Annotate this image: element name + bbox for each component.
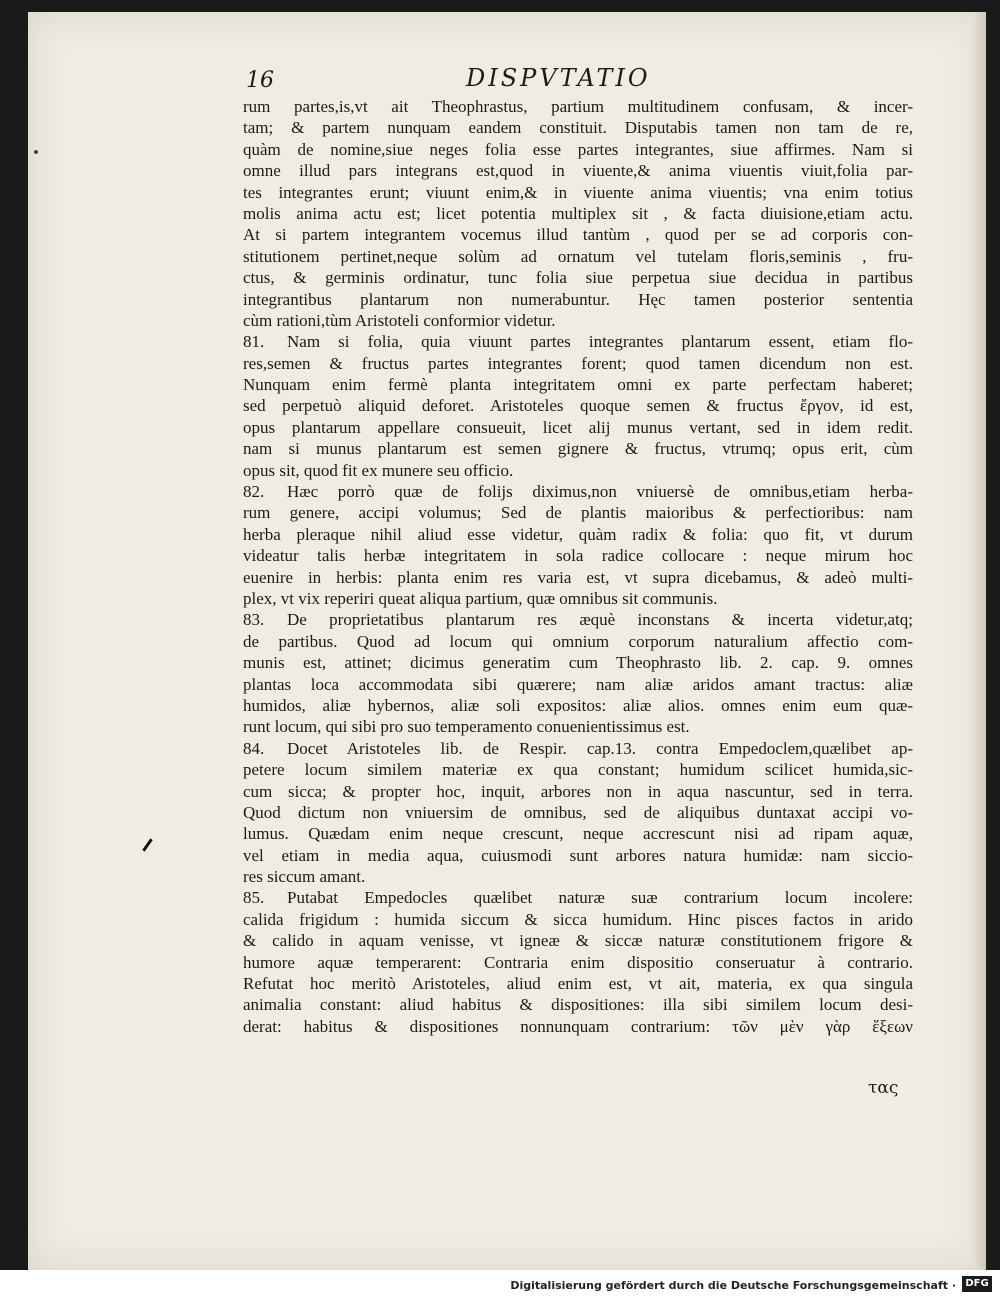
text-line: res,semen & fructus partes integrantes forent; quod tamen dicendum non est.	[243, 353, 913, 373]
paragraph-84	[243, 738, 913, 888]
text-line: ctus, & germinis ordinatur, tunc folia siue perpetua siue decidua in partibus	[243, 268, 913, 288]
text-line: cum sicca; & propter hoc, inquit, arbores non in aqua nascuntur, sed in terra.	[243, 781, 913, 801]
text-line: res siccum amant.	[243, 867, 366, 887]
text-line: opus plantarum appellare consueuit, licet alij munus vertant, sed in idem redit.	[243, 417, 913, 437]
text-line-content: Hæc porrò quæ de folijs diximus,non vniuersè de omnibus,etiam herba-	[287, 482, 913, 502]
text-line: stitutionem pertinet,neque solùm ad ornatum vel tutelam floris,seminis , fru-	[243, 246, 913, 266]
paragraph-number: 85.	[243, 888, 265, 908]
text-line: rum genere, accipi volumus; Sed de plantis maioribus & perfectioribus: nam	[243, 503, 913, 523]
text-line: calida frigidum : humida siccum & sicca humidum. Hinc pisces factos in arido	[243, 909, 913, 929]
paragraph-number: 83.	[243, 610, 265, 630]
dfg-logo-icon: DFG	[962, 1276, 992, 1292]
opening-paragraph	[243, 96, 913, 331]
text-line: vel etiam in media aqua, cuiusmodi sunt arbores natura humidæ: nam siccio-	[243, 845, 913, 865]
text-line	[243, 738, 913, 759]
text-line	[243, 609, 913, 630]
paragraph-81	[243, 331, 913, 481]
paragraph-number: 82.	[243, 482, 265, 502]
text-line: & calido in aquam venisse, vt igneæ & siccæ naturæ constitutionem frigore &	[243, 931, 913, 951]
text-line: petere locum similem materiæ ex qua constant; humidum scilicet humida,sic-	[243, 760, 913, 780]
paragraph-number: 81.	[243, 332, 265, 352]
text-line: herba pleraque nihil aliud esse videtur, quàm radix & folia: quo fit, vt durum	[243, 524, 913, 544]
text-line-content: De proprietatibus plantarum res æquè inconstans & incerta videtur,atq;	[287, 610, 913, 630]
text-line: tam; & partem nunquam eandem constituit. Disputabis tamen non tam de re,	[243, 118, 913, 138]
text-line: integrantibus plantarum non numerabuntur. Hęc tamen posterior sententia	[243, 289, 913, 309]
text-line: humore aquæ temperarent: Contraria enim dispositio conseruatur à contrario.	[243, 952, 913, 972]
page-body	[243, 96, 913, 1037]
text-line: sed perpetuò aliquid deforet. Aristoteles quoque semen & fructus ἔργον, id est,	[243, 396, 913, 416]
text-line-content: Nam si folia, quia viuunt partes integrantes plantarum essent, etiam flo-	[287, 332, 913, 352]
text-line: humidos, aliæ hybernos, aliæ soli expositos: aliæ alios. omnes enim eum quæ-	[243, 695, 913, 715]
text-line: runt locum, qui sibi pro suo temperamento conuenientissimus est.	[243, 717, 690, 737]
text-line: Quod dictum non vniuersim de omnibus, sed de aliquibus duntaxat accipi vo-	[243, 802, 913, 822]
text-line: tes integrantes erunt; viuunt enim,& in viuente anima viuentis; vna enim totius	[243, 182, 913, 202]
text-line: lumus. Quædam enim neque crescunt, neque accrescunt nisi ad ripam aquæ,	[243, 824, 913, 844]
text-line: At si partem integrantem vocemus illud tantùm , quod per se ad corporis con-	[243, 225, 913, 245]
text-line: munis est, attinet; dicimus generatim cum Theophrasto lib. 2. cap. 9. omnes	[243, 653, 913, 673]
ink-speck	[34, 150, 38, 154]
text-line: cùm rationi,tùm Aristoteli conformior videtur.	[243, 310, 556, 330]
catchword: τας	[868, 1078, 899, 1098]
paragraph-83	[243, 609, 913, 737]
text-line	[243, 331, 913, 352]
text-line	[243, 481, 913, 502]
text-line: plantas loca accommodata sibi quærere; nam aliæ aridos amant tractus: aliæ	[243, 674, 913, 694]
text-line: videatur talis herbæ integritatem in sola radice collocare : neque mirum hoc	[243, 546, 913, 566]
text-line: molis anima actu est; licet potentia multiplex sit , & facta diuisione,etiam actu.	[243, 203, 913, 223]
paragraph-number: 84.	[243, 738, 265, 758]
text-line: rum partes,is,vt ait Theophrastus, partium multitudinem confusam, & incer-	[243, 97, 913, 116]
text-line: euenire in herbis: planta enim res varia est, vt supra dicebamus, & adeò multi-	[243, 567, 913, 587]
text-line: Refutat hoc meritò Aristoteles, aliud enim est, vt ait, materia, ex qua singula	[243, 974, 913, 994]
digitization-footer	[0, 1270, 1000, 1301]
paragraph-85	[243, 887, 913, 1037]
text-line-content: Putabat Empedocles quælibet naturæ suæ contrarium locum incolere:	[287, 888, 913, 908]
text-line: omne illud pars integrans est,quod in viuente,& anima viuentis viuit,folia par-	[243, 161, 913, 181]
paragraph-82	[243, 481, 913, 609]
text-line: quàm de nomine,siue neges folia esse partes integrantes, siue affirmes. Nam si	[243, 139, 913, 159]
text-line: nam si munus plantarum est semen gignere & fructus, vtrumq; opus erit, cùm	[243, 439, 913, 459]
text-line: Nunquam enim fermè planta integritatem omni ex parte perfectam haberet;	[243, 375, 913, 395]
text-line: opus sit, quod fit ex munere seu officio.	[243, 460, 514, 480]
funding-credit: Digitalisierung gefördert durch die Deutsche Forschungsgemeinschaft ·	[510, 1279, 956, 1292]
text-line: de partibus. Quod ad locum qui omnium corporum naturalium affectio com-	[243, 631, 913, 651]
text-line: derat: habitus & dispositiones nonnunquam contrarium: τῶν μὲν γὰρ ἕξεων	[243, 1016, 913, 1036]
running-head: DISPVTATIO	[466, 64, 651, 92]
page-spine-edge	[972, 12, 986, 1270]
text-line-content: Docet Aristoteles lib. de Respir. cap.13. contra Empedoclem,quælibet ap-	[287, 738, 913, 758]
text-line	[243, 887, 913, 908]
text-line: plex, vt vix reperiri queat aliqua partium, quæ omnibus sit communis.	[243, 588, 718, 608]
page-number: 16	[246, 68, 274, 93]
text-line: animalia constant: aliud habitus & dispositiones: illa sibi similem locum desi-	[243, 995, 913, 1015]
